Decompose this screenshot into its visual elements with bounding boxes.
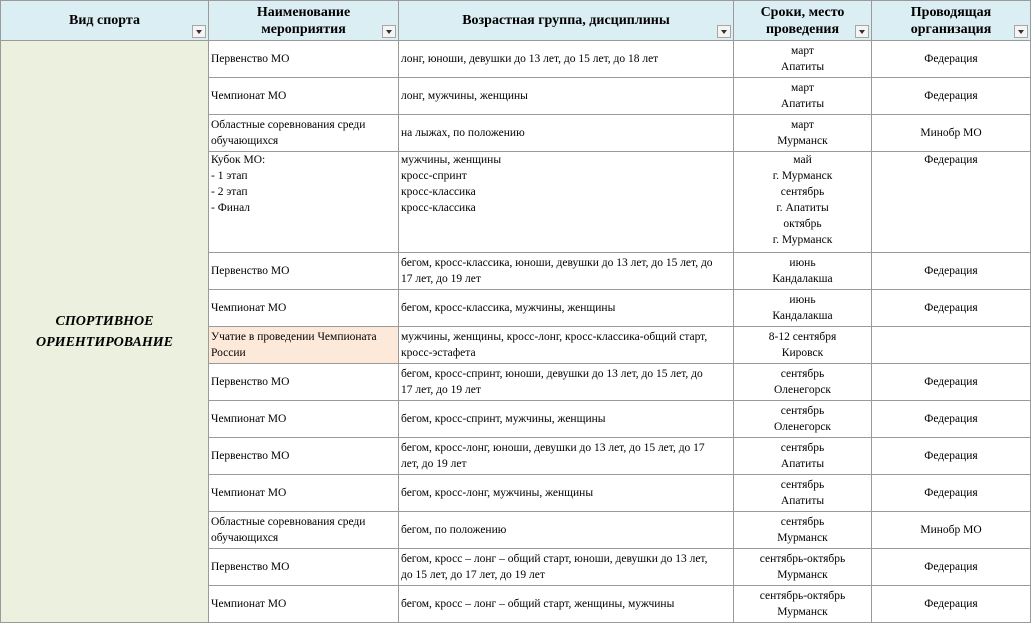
cell-org-text: Федерация bbox=[924, 450, 978, 462]
cell-dates[interactable] bbox=[734, 115, 872, 152]
cell-dates-line: март bbox=[791, 45, 814, 57]
cell-org-text: Федерация bbox=[924, 413, 978, 425]
cell-dates-line: сентябрь-октябрь bbox=[759, 553, 846, 565]
cell-event[interactable] bbox=[209, 253, 399, 290]
cell-group-line: бегом, кросс-лонг, мужчины, женщины bbox=[401, 487, 594, 499]
filter-dropdown-org[interactable] bbox=[1014, 25, 1028, 38]
cell-dates-line: Мурманск bbox=[777, 569, 828, 581]
cell-event-line: - 2 этап bbox=[211, 186, 248, 198]
header-org-label-2: организация bbox=[910, 21, 992, 37]
cell-dates-line: Мурманск bbox=[777, 532, 828, 544]
sport-name-line: СПОРТИВНОЕ bbox=[55, 313, 154, 329]
cell-group[interactable] bbox=[399, 327, 734, 364]
cell-sport[interactable] bbox=[1, 41, 209, 623]
cell-dates-line: октябрь bbox=[783, 218, 822, 230]
header-org-label-1: Проводящая bbox=[910, 4, 992, 20]
cell-dates[interactable] bbox=[734, 438, 872, 475]
header-sport-label: Вид спорта bbox=[69, 13, 140, 28]
cell-dates-line: сентябрь bbox=[780, 368, 825, 380]
cell-org[interactable] bbox=[872, 253, 1031, 290]
cell-org-text: Федерация bbox=[924, 302, 978, 314]
cell-dates-line: июнь bbox=[789, 257, 816, 269]
cell-dates-line: г. Мурманск bbox=[772, 170, 833, 182]
cell-group-line: мужчины, женщины, кросс-лонг, кросс-классика-общий старт, bbox=[401, 331, 708, 343]
cell-event-line: Первенство МО bbox=[211, 53, 290, 65]
cell-event[interactable] bbox=[209, 549, 399, 586]
cell-org[interactable] bbox=[872, 475, 1031, 512]
cell-dates[interactable] bbox=[734, 327, 872, 364]
filter-dropdown-sport[interactable] bbox=[192, 25, 206, 38]
cell-group[interactable] bbox=[399, 549, 734, 586]
cell-group-line: мужчины, женщины bbox=[401, 154, 502, 166]
cell-dates-line: сентябрь-октябрь bbox=[759, 590, 846, 602]
cell-dates-line: Кандалакша bbox=[772, 310, 833, 322]
cell-group-line: 17 лет, до 19 лет bbox=[401, 384, 481, 396]
cell-org[interactable] bbox=[872, 549, 1031, 586]
cell-org[interactable] bbox=[872, 152, 1031, 253]
cell-event-line: - Финал bbox=[211, 202, 251, 214]
cell-dates[interactable] bbox=[734, 253, 872, 290]
table-row bbox=[1, 41, 1031, 78]
header-event-label-2: мероприятия bbox=[261, 21, 346, 37]
cell-event-line: обучающихся bbox=[211, 135, 279, 147]
header-event bbox=[209, 1, 399, 41]
dropdown-arrow-icon bbox=[196, 30, 202, 34]
cell-org-text: Минобр МО bbox=[920, 524, 982, 536]
cell-event-line: Чемпионат МО bbox=[211, 413, 287, 425]
cell-group-line: кросс-эстафета bbox=[401, 347, 476, 359]
cell-org[interactable] bbox=[872, 438, 1031, 475]
dropdown-arrow-icon bbox=[721, 30, 727, 34]
cell-event-line: Областные соревнования среди bbox=[211, 516, 366, 528]
cell-event-line: обучающихся bbox=[211, 532, 279, 544]
cell-group-line: бегом, кросс-спринт, юноши, девушки до 13 лет, до 15 лет, до bbox=[401, 368, 703, 380]
cell-event[interactable] bbox=[209, 152, 399, 253]
cell-group[interactable] bbox=[399, 253, 734, 290]
cell-event-line: Чемпионат МО bbox=[211, 302, 287, 314]
cell-event[interactable] bbox=[209, 78, 399, 115]
cell-event[interactable] bbox=[209, 115, 399, 152]
cell-dates-line: сентябрь bbox=[780, 186, 825, 198]
cell-dates[interactable] bbox=[734, 401, 872, 438]
cell-event[interactable] bbox=[209, 327, 399, 364]
cell-dates-line: сентябрь bbox=[780, 479, 825, 491]
cell-dates-line: Мурманск bbox=[777, 135, 828, 147]
cell-dates-line: 8-12 сентября bbox=[768, 331, 837, 343]
cell-org-text: Федерация bbox=[924, 598, 978, 610]
cell-group[interactable] bbox=[399, 512, 734, 549]
header-group bbox=[399, 1, 734, 41]
header-row bbox=[1, 1, 1031, 41]
cell-org[interactable] bbox=[872, 115, 1031, 152]
cell-event[interactable] bbox=[209, 512, 399, 549]
cell-org-text: Минобр МО bbox=[920, 127, 982, 139]
cell-event-line: Первенство МО bbox=[211, 450, 290, 462]
cell-dates[interactable] bbox=[734, 512, 872, 549]
cell-org-text: Федерация bbox=[924, 53, 978, 65]
cell-dates[interactable] bbox=[734, 475, 872, 512]
cell-event-line: Первенство МО bbox=[211, 265, 290, 277]
cell-event[interactable] bbox=[209, 586, 399, 623]
cell-group[interactable] bbox=[399, 115, 734, 152]
cell-dates-line: июнь bbox=[789, 294, 816, 306]
cell-group-line: кросс-классика bbox=[401, 186, 476, 198]
cell-org[interactable] bbox=[872, 290, 1031, 327]
cell-group[interactable] bbox=[399, 586, 734, 623]
cell-org[interactable] bbox=[872, 586, 1031, 623]
cell-org[interactable] bbox=[872, 327, 1031, 364]
cell-dates-line: Мурманск bbox=[777, 606, 828, 618]
cell-group-line: на лыжах, по положению bbox=[401, 127, 525, 139]
cell-event-line: Первенство МО bbox=[211, 376, 290, 388]
header-dates bbox=[734, 1, 872, 41]
cell-event-line: Кубок МО: bbox=[211, 154, 266, 166]
cell-dates-line: Оленегорск bbox=[773, 384, 832, 396]
cell-org-text: Федерация bbox=[924, 561, 978, 573]
cell-dates-line: Апатиты bbox=[780, 458, 825, 470]
cell-org[interactable] bbox=[872, 364, 1031, 401]
cell-event-line: России bbox=[211, 347, 246, 359]
cell-event[interactable] bbox=[209, 401, 399, 438]
filter-dropdown-dates[interactable] bbox=[855, 25, 869, 38]
cell-group-line: лет, до 19 лет bbox=[401, 458, 467, 470]
cell-dates-line: сентябрь bbox=[780, 516, 825, 528]
cell-org-text: Федерация bbox=[924, 376, 978, 388]
cell-group[interactable] bbox=[399, 475, 734, 512]
cell-group-line: лонг, мужчины, женщины bbox=[401, 90, 528, 102]
cell-event[interactable] bbox=[209, 290, 399, 327]
cell-group-line: 17 лет, до 19 лет bbox=[401, 273, 481, 285]
cell-dates-line: г. Апатиты bbox=[776, 202, 829, 214]
dropdown-arrow-icon bbox=[1018, 30, 1024, 34]
cell-group-line: бегом, кросс-лонг, юноши, девушки до 13 лет, до 15 лет, до 17 bbox=[401, 442, 705, 454]
cell-group-line: бегом, кросс – лонг – общий старт, юноши, девушки до 13 лет, bbox=[401, 553, 708, 565]
cell-group-line: бегом, кросс-классика, мужчины, женщины bbox=[401, 302, 616, 314]
header-dates-label-2: проведения bbox=[765, 21, 840, 37]
cell-event[interactable] bbox=[209, 438, 399, 475]
cell-dates-line: Апатиты bbox=[780, 61, 825, 73]
table-body bbox=[1, 41, 1031, 623]
cell-group-line: бегом, по положению bbox=[401, 524, 507, 536]
cell-group[interactable] bbox=[399, 290, 734, 327]
cell-org[interactable] bbox=[872, 41, 1031, 78]
header-group-label: Возрастная группа, дисциплины bbox=[462, 13, 670, 28]
cell-dates[interactable] bbox=[734, 549, 872, 586]
cell-dates-line: Оленегорск bbox=[773, 421, 832, 433]
cell-dates[interactable] bbox=[734, 41, 872, 78]
cell-dates-line: г. Мурманск bbox=[772, 234, 833, 246]
cell-group[interactable] bbox=[399, 364, 734, 401]
cell-dates-line: Кандалакша bbox=[772, 273, 833, 285]
cell-event[interactable] bbox=[209, 475, 399, 512]
cell-group[interactable] bbox=[399, 152, 734, 253]
cell-dates-line: март bbox=[791, 82, 814, 94]
header-event-label-1: Наименование bbox=[256, 4, 351, 20]
header-dates-label-1: Сроки, место bbox=[760, 4, 845, 20]
cell-event-line: - 1 этап bbox=[211, 170, 248, 182]
cell-org-text: Федерация bbox=[924, 487, 978, 499]
filter-dropdown-event[interactable] bbox=[382, 25, 396, 38]
cell-group-line: кросс-спринт bbox=[401, 170, 467, 182]
header-org bbox=[872, 1, 1031, 41]
cell-org-text: Федерация bbox=[924, 90, 978, 102]
cell-org-text: Федерация bbox=[924, 154, 978, 166]
cell-dates[interactable] bbox=[734, 290, 872, 327]
cell-event[interactable] bbox=[209, 41, 399, 78]
cell-event[interactable] bbox=[209, 364, 399, 401]
header-sport bbox=[1, 1, 209, 41]
cell-dates[interactable] bbox=[734, 586, 872, 623]
cell-dates-line: Апатиты bbox=[780, 495, 825, 507]
cell-event-line: Учатие в проведении Чемпионата bbox=[211, 331, 377, 343]
cell-group[interactable] bbox=[399, 41, 734, 78]
cell-dates-line: май bbox=[793, 154, 812, 166]
dropdown-arrow-icon bbox=[386, 30, 392, 34]
cell-group-line: кросс-классика bbox=[401, 202, 476, 214]
cell-group-line: бегом, кросс-спринт, мужчины, женщины bbox=[401, 413, 606, 425]
cell-event-line: Первенство МО bbox=[211, 561, 290, 573]
cell-group-line: до 15 лет, до 17 лет, до 19 лет bbox=[401, 569, 545, 581]
cell-event-line: Чемпионат МО bbox=[211, 487, 287, 499]
cell-org[interactable] bbox=[872, 78, 1031, 115]
cell-dates-line: сентябрь bbox=[780, 442, 825, 454]
sport-name-line: ОРИЕНТИРОВАНИЕ bbox=[36, 334, 173, 350]
cell-dates-line: сентябрь bbox=[780, 405, 825, 417]
cell-org[interactable] bbox=[872, 401, 1031, 438]
cell-event-line: Чемпионат МО bbox=[211, 598, 287, 610]
dropdown-arrow-icon bbox=[859, 30, 865, 34]
cell-group-line: лонг, юноши, девушки до 13 лет, до 15 лет, до 18 лет bbox=[401, 53, 659, 65]
cell-dates[interactable] bbox=[734, 152, 872, 253]
cell-dates-line: март bbox=[791, 119, 814, 131]
cell-event-line: Чемпионат МО bbox=[211, 90, 287, 102]
cell-dates[interactable] bbox=[734, 78, 872, 115]
cell-group-line: бегом, кросс – лонг – общий старт, женщины, мужчины bbox=[401, 598, 675, 610]
cell-dates[interactable] bbox=[734, 364, 872, 401]
cell-group[interactable] bbox=[399, 401, 734, 438]
filter-dropdown-group[interactable] bbox=[717, 25, 731, 38]
cell-group-line: бегом, кросс-классика, юноши, девушки до 13 лет, до 15 лет, до bbox=[401, 257, 713, 269]
cell-org-text: Федерация bbox=[924, 265, 978, 277]
cell-group[interactable] bbox=[399, 438, 734, 475]
cell-event-line: Областные соревнования среди bbox=[211, 119, 366, 131]
cell-dates-line: Апатиты bbox=[780, 98, 825, 110]
cell-group[interactable] bbox=[399, 78, 734, 115]
cell-dates-line: Кировск bbox=[781, 347, 824, 359]
cell-org[interactable] bbox=[872, 512, 1031, 549]
